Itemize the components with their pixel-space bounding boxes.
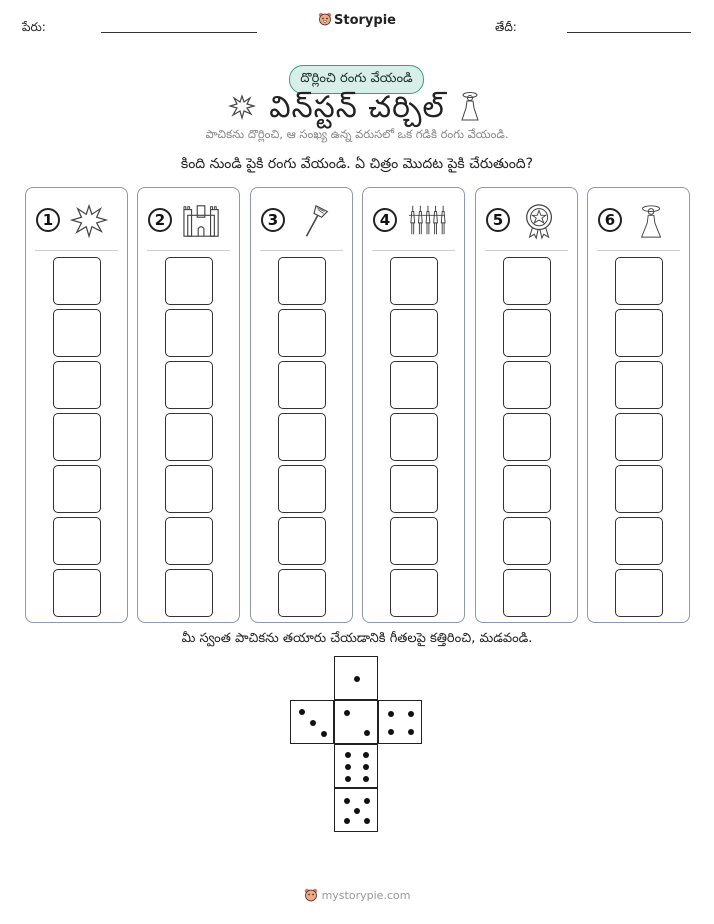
column-number: 5 [486,208,510,232]
column-divider [35,250,118,251]
brand-logo [0,12,714,28]
dice-pip [310,720,316,726]
date-line [567,32,691,33]
dice-pip [354,808,360,814]
column-header [476,188,577,250]
column-header [26,188,127,250]
lady-icon [459,90,481,122]
column-2 [137,187,240,623]
column-6 [587,187,690,623]
color-box[interactable] [165,465,213,513]
column-divider [372,250,455,251]
column-divider [260,250,343,251]
dice-pip [363,752,369,758]
activity-pill: దొర్లించి రంగు వేయండి [289,65,424,94]
color-box[interactable] [615,517,663,565]
color-box[interactable] [503,569,551,617]
color-box[interactable] [390,309,438,357]
dice-pip [344,818,350,824]
footer-bear-icon [304,888,318,902]
color-box[interactable] [165,361,213,409]
dice-face-6 [334,744,378,788]
column-5 [475,187,578,623]
column-number: 3 [261,208,285,232]
color-box[interactable] [53,569,101,617]
color-box[interactable] [503,465,551,513]
color-box[interactable] [615,413,663,461]
color-box[interactable] [53,413,101,461]
dice-face-5 [334,788,378,832]
dice-pip [345,752,351,758]
color-box[interactable] [278,309,326,357]
column-header [251,188,352,250]
color-box[interactable] [390,465,438,513]
dice-pip [363,776,369,782]
splat-icon [70,202,110,240]
column-number: 4 [373,208,397,232]
castle-icon [182,202,222,240]
color-box[interactable] [503,257,551,305]
dice-pip [408,729,414,735]
dice-face-2 [334,700,378,744]
color-box[interactable] [165,517,213,565]
column-divider [597,250,680,251]
dice-pip [388,729,394,735]
dice-pip [321,731,327,737]
dice-pip [363,764,369,770]
dice-pip [299,709,305,715]
dice-pip [364,798,370,804]
color-box[interactable] [165,413,213,461]
column-3 [250,187,353,623]
dice-pip [364,730,370,736]
dice-pip [354,676,360,682]
color-box[interactable] [390,569,438,617]
name-line [101,32,257,33]
dice-face-1 [334,656,378,700]
color-box[interactable] [278,465,326,513]
dice-face-3 [290,700,334,744]
column-1 [25,187,128,623]
color-box[interactable] [53,361,101,409]
column-header [363,188,464,250]
dice-face-4 [378,700,422,744]
medal-icon [520,202,560,240]
color-box[interactable] [503,413,551,461]
page-title: విన్‌స్టన్ చర్చిల్ [269,90,445,125]
column-divider [485,250,568,251]
dice-pip [344,798,350,804]
color-box[interactable] [503,309,551,357]
color-box[interactable] [278,361,326,409]
dice-pip [344,710,350,716]
dice-pip [364,818,370,824]
color-box[interactable] [53,309,101,357]
brand-name: Storypie [334,13,396,28]
color-box[interactable] [53,517,101,565]
color-box[interactable] [615,569,663,617]
dice-pip [408,711,414,717]
color-box[interactable] [503,361,551,409]
column-4 [362,187,465,623]
name-label: పేరు: [22,20,46,34]
soldiers-icon [407,202,447,240]
column-header [138,188,239,250]
dice-pip [345,776,351,782]
footer [0,888,714,902]
color-box[interactable] [390,517,438,565]
column-header [588,188,689,250]
lady-icon [632,202,672,240]
dice-pip [345,764,351,770]
instructions-text: పాచికను దొర్లించి, ఆ సంఖ్య ఉన్న వరుసలో ఒక గడికి రంగు వేయండి. [205,127,509,141]
color-box[interactable] [53,465,101,513]
color-box[interactable] [53,257,101,305]
bear-icon [318,12,332,26]
column-number: 6 [598,208,622,232]
column-divider [147,250,230,251]
color-box[interactable] [615,361,663,409]
color-box[interactable] [390,413,438,461]
footer-url: mystorypie.com [321,889,411,902]
color-box[interactable] [165,569,213,617]
column-number: 1 [36,208,60,232]
color-box[interactable] [278,569,326,617]
color-box[interactable] [615,309,663,357]
date-label: తేదీ: [495,20,517,34]
color-box[interactable] [165,257,213,305]
color-box[interactable] [615,465,663,513]
color-box[interactable] [390,361,438,409]
color-box[interactable] [278,517,326,565]
color-box[interactable] [615,257,663,305]
column-number: 2 [148,208,172,232]
color-box[interactable] [503,517,551,565]
color-box[interactable] [278,257,326,305]
color-box[interactable] [278,413,326,461]
brush-icon [295,202,335,240]
question-text: కింది నుండి పైకి రంగు వేయండి. ఏ చిత్రం మొదట పైకి చేరుతుంది? [180,156,534,172]
cut-instruction: మీ స్వంత పాచికను తయారు చేయడానికి గీతలపై కత్తిరించి, మడవండి. [181,631,533,646]
color-box[interactable] [390,257,438,305]
dice-pip [388,711,394,717]
color-box[interactable] [165,309,213,357]
